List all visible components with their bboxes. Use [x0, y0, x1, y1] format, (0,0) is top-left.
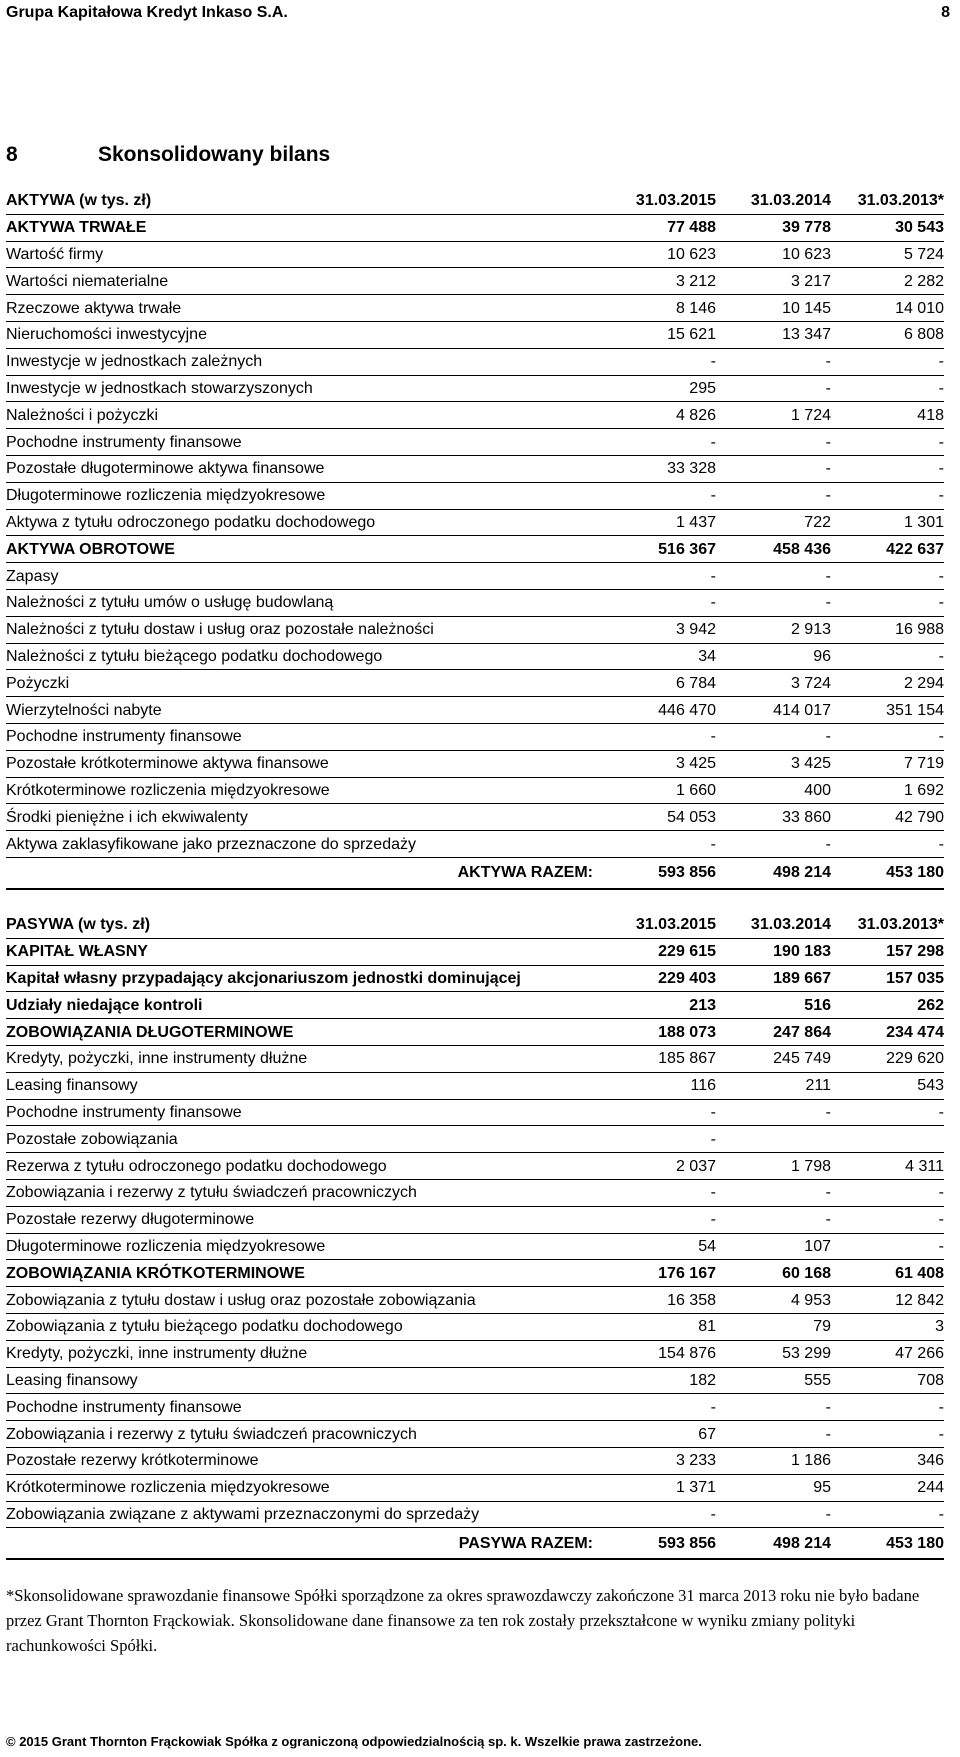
- table-row: [6, 1233, 944, 1260]
- assets-table: [6, 188, 944, 890]
- row-value: 1 301: [831, 509, 944, 536]
- row-value: 400: [716, 777, 831, 804]
- row-value: 4 826: [601, 402, 716, 429]
- row-value: 1 437: [601, 509, 716, 536]
- row-value: 16 358: [601, 1287, 716, 1314]
- row-label: Zobowiązania z tytułu bieżącego podatku dochodowego: [6, 1313, 601, 1340]
- row-value: 13 347: [716, 321, 831, 348]
- row-value: 244: [831, 1474, 944, 1501]
- row-value: 4 953: [716, 1287, 831, 1314]
- row-label: Kapitał własny przypadający akcjonariuszom jednostki dominującej: [6, 965, 601, 992]
- row-label: Zapasy: [6, 563, 601, 590]
- table-row: [6, 509, 944, 536]
- row-value: 3 217: [716, 268, 831, 295]
- row-value: -: [601, 1206, 716, 1233]
- row-value: -: [601, 482, 716, 509]
- row-value: -: [716, 375, 831, 402]
- row-label: Pozostałe rezerwy długoterminowe: [6, 1206, 601, 1233]
- row-value: 54: [601, 1233, 716, 1260]
- row-value: 6 808: [831, 321, 944, 348]
- row-value: 107: [716, 1233, 831, 1260]
- table-row: [6, 321, 944, 348]
- row-value: 2 294: [831, 670, 944, 697]
- total-value: 593 856: [601, 857, 716, 889]
- section-number: 8: [6, 143, 18, 166]
- row-value: 188 073: [601, 1019, 716, 1046]
- table-row: [6, 589, 944, 616]
- row-value: 39 778: [716, 214, 831, 241]
- assets-body: [6, 214, 944, 889]
- row-value: 12 842: [831, 1287, 944, 1314]
- table-row: [6, 1126, 944, 1153]
- table-row: [6, 1447, 944, 1474]
- row-label: Aktywa zaklasyfikowane jako przeznaczone do sprzedaży: [6, 831, 601, 858]
- table-row: [6, 268, 944, 295]
- row-value: 422 637: [831, 536, 944, 563]
- row-value: 7 719: [831, 750, 944, 777]
- row-value: [716, 1126, 831, 1153]
- row-value: 295: [601, 375, 716, 402]
- row-value: 414 017: [716, 697, 831, 724]
- row-label: Należności i pożyczki: [6, 402, 601, 429]
- row-value: -: [601, 589, 716, 616]
- row-value: -: [716, 723, 831, 750]
- row-value: -: [831, 1421, 944, 1448]
- column-header-2014: 31.03.2014: [716, 912, 831, 938]
- company-name: Grupa Kapitałowa Kredyt Inkaso S.A.: [6, 4, 288, 21]
- row-value: 229 620: [831, 1045, 944, 1072]
- table-row: [6, 643, 944, 670]
- table-row: [6, 455, 944, 482]
- row-value: 3 233: [601, 1447, 716, 1474]
- row-value: 555: [716, 1367, 831, 1394]
- row-value: -: [601, 1394, 716, 1421]
- table-row: [6, 241, 944, 268]
- row-label: AKTYWA TRWAŁE: [6, 214, 601, 241]
- row-value: -: [601, 1501, 716, 1528]
- row-value: 262: [831, 992, 944, 1019]
- row-value: -: [716, 1179, 831, 1206]
- row-value: 351 154: [831, 697, 944, 724]
- row-value: 4 311: [831, 1153, 944, 1180]
- row-value: 157 298: [831, 938, 944, 965]
- table-row: [6, 214, 944, 241]
- table-row: [6, 1501, 944, 1528]
- table-row: [6, 1179, 944, 1206]
- table-row: [6, 670, 944, 697]
- row-value: 1 798: [716, 1153, 831, 1180]
- table-row: [6, 563, 944, 590]
- row-value: -: [831, 348, 944, 375]
- table-row: [6, 1287, 944, 1314]
- row-label: Rezerwa z tytułu odroczonego podatku dochodowego: [6, 1153, 601, 1180]
- total-value: 453 180: [831, 1528, 944, 1560]
- row-value: -: [601, 1126, 716, 1153]
- total-label: PASYWA RAZEM:: [6, 1528, 601, 1560]
- liabilities-header-label: PASYWA (w tys. zł): [6, 912, 601, 938]
- total-row: [6, 857, 944, 889]
- row-value: -: [601, 1179, 716, 1206]
- total-value: 498 214: [716, 1528, 831, 1560]
- row-value: -: [831, 1394, 944, 1421]
- row-value: 14 010: [831, 295, 944, 322]
- column-header-2013: 31.03.2013*: [831, 912, 944, 938]
- row-value: 15 621: [601, 321, 716, 348]
- row-label: Wierzytelności nabyte: [6, 697, 601, 724]
- row-value: 2 037: [601, 1153, 716, 1180]
- liabilities-table: [6, 912, 944, 1560]
- row-label: Inwestycje w jednostkach zależnych: [6, 348, 601, 375]
- row-value: 182: [601, 1367, 716, 1394]
- row-value: 516 367: [601, 536, 716, 563]
- row-label: Zobowiązania z tytułu dostaw i usług oraz pozostałe zobowiązania: [6, 1287, 601, 1314]
- row-label: Pożyczki: [6, 670, 601, 697]
- row-value: 6 784: [601, 670, 716, 697]
- table-row: [6, 1367, 944, 1394]
- table-row: [6, 831, 944, 858]
- row-label: Pochodne instrumenty finansowe: [6, 429, 601, 456]
- table-row: [6, 938, 944, 965]
- row-value: 54 053: [601, 804, 716, 831]
- row-value: 81: [601, 1313, 716, 1340]
- table-row: [6, 375, 944, 402]
- row-label: Wartości niematerialne: [6, 268, 601, 295]
- row-value: 60 168: [716, 1260, 831, 1287]
- row-label: Rzeczowe aktywa trwałe: [6, 295, 601, 322]
- row-value: 3 425: [716, 750, 831, 777]
- row-value: 245 749: [716, 1045, 831, 1072]
- table-row: [6, 482, 944, 509]
- row-value: 190 183: [716, 938, 831, 965]
- table-row: [6, 1045, 944, 1072]
- row-label: Należności z tytułu umów o usługę budowlaną: [6, 589, 601, 616]
- table-row: [6, 1394, 944, 1421]
- row-value: -: [716, 1501, 831, 1528]
- row-value: 47 266: [831, 1340, 944, 1367]
- row-value: 516: [716, 992, 831, 1019]
- liabilities-header-row: [6, 912, 944, 938]
- liabilities-body: [6, 938, 944, 1559]
- row-value: -: [601, 563, 716, 590]
- row-value: [831, 1126, 944, 1153]
- row-value: -: [716, 455, 831, 482]
- row-value: 234 474: [831, 1019, 944, 1046]
- row-value: 33 328: [601, 455, 716, 482]
- total-value: 593 856: [601, 1528, 716, 1560]
- row-value: 3 942: [601, 616, 716, 643]
- row-value: -: [716, 1394, 831, 1421]
- table-row: [6, 616, 944, 643]
- row-label: Zobowiązania i rezerwy z tytułu świadczeń pracowniczych: [6, 1179, 601, 1206]
- row-value: 10 623: [716, 241, 831, 268]
- row-value: 3 724: [716, 670, 831, 697]
- row-label: Inwestycje w jednostkach stowarzyszonych: [6, 375, 601, 402]
- row-label: Nieruchomości inwestycyjne: [6, 321, 601, 348]
- copyright-footer: © 2015 Grant Thornton Frąckowiak Spółka z ograniczoną odpowiedzialnością sp. k. Wszelkie prawa zastrzeżone.: [6, 1734, 702, 1749]
- row-value: 722: [716, 509, 831, 536]
- row-value: 8 146: [601, 295, 716, 322]
- row-value: 42 790: [831, 804, 944, 831]
- table-row: [6, 295, 944, 322]
- row-value: -: [601, 429, 716, 456]
- row-value: 543: [831, 1072, 944, 1099]
- row-label: ZOBOWIĄZANIA DŁUGOTERMINOWE: [6, 1019, 601, 1046]
- table-row: [6, 536, 944, 563]
- row-label: Zobowiązania związane z aktywami przeznaczonymi do sprzedaży: [6, 1501, 601, 1528]
- total-value: 498 214: [716, 857, 831, 889]
- table-row: [6, 697, 944, 724]
- table-row: [6, 992, 944, 1019]
- row-value: 458 436: [716, 536, 831, 563]
- row-value: -: [831, 723, 944, 750]
- row-label: Należności z tytułu bieżącego podatku dochodowego: [6, 643, 601, 670]
- row-label: Pochodne instrumenty finansowe: [6, 723, 601, 750]
- table-row: [6, 1313, 944, 1340]
- row-value: -: [831, 643, 944, 670]
- row-label: Pochodne instrumenty finansowe: [6, 1099, 601, 1126]
- column-header-2015: 31.03.2015: [601, 188, 716, 214]
- row-value: 30 543: [831, 214, 944, 241]
- row-value: 67: [601, 1421, 716, 1448]
- row-value: -: [831, 563, 944, 590]
- row-value: 3 425: [601, 750, 716, 777]
- row-label: Pozostałe zobowiązania: [6, 1126, 601, 1153]
- row-value: 2 913: [716, 616, 831, 643]
- row-value: 213: [601, 992, 716, 1019]
- row-value: 2 282: [831, 268, 944, 295]
- row-value: -: [831, 455, 944, 482]
- column-header-2014: 31.03.2014: [716, 188, 831, 214]
- row-value: 10 145: [716, 295, 831, 322]
- row-value: 247 864: [716, 1019, 831, 1046]
- total-value: 453 180: [831, 857, 944, 889]
- row-value: 34: [601, 643, 716, 670]
- row-value: 211: [716, 1072, 831, 1099]
- footnote: *Skonsolidowane sprawozdanie finansowe Spółki sporządzone za okres sprawozdawczy zakończone 31 marca 2013 roku nie było badane przez Grant Thornton Frąckowiak. Skonsolidowane dane finansowe za ten rok zostały przekształcone w wyniku zmiany polityki rachunkowości Spółki.: [6, 1586, 920, 1655]
- row-label: Krótkoterminowe rozliczenia międzyokresowe: [6, 1474, 601, 1501]
- row-value: -: [601, 1099, 716, 1126]
- table-row: [6, 1019, 944, 1046]
- table-row: [6, 1153, 944, 1180]
- row-value: -: [716, 348, 831, 375]
- row-value: 346: [831, 1447, 944, 1474]
- row-value: -: [716, 563, 831, 590]
- row-value: -: [716, 1421, 831, 1448]
- row-label: ZOBOWIĄZANIA KRÓTKOTERMINOWE: [6, 1260, 601, 1287]
- table-row: [6, 348, 944, 375]
- table-row: [6, 1099, 944, 1126]
- row-value: 189 667: [716, 965, 831, 992]
- row-value: 16 988: [831, 616, 944, 643]
- assets-header-label: AKTYWA (w tys. zł): [6, 188, 601, 214]
- row-value: -: [716, 831, 831, 858]
- row-value: 116: [601, 1072, 716, 1099]
- row-value: -: [831, 589, 944, 616]
- row-value: -: [831, 1501, 944, 1528]
- row-value: -: [831, 375, 944, 402]
- row-label: Należności z tytułu dostaw i usług oraz pozostałe należności: [6, 616, 601, 643]
- row-value: 446 470: [601, 697, 716, 724]
- row-value: 3: [831, 1313, 944, 1340]
- row-value: -: [716, 1099, 831, 1126]
- row-value: -: [716, 429, 831, 456]
- column-header-2015: 31.03.2015: [601, 912, 716, 938]
- row-label: AKTYWA OBROTOWE: [6, 536, 601, 563]
- row-value: -: [601, 831, 716, 858]
- row-value: -: [601, 723, 716, 750]
- row-value: -: [831, 1206, 944, 1233]
- total-row: [6, 1528, 944, 1560]
- row-value: 1 724: [716, 402, 831, 429]
- row-label: Wartość firmy: [6, 241, 601, 268]
- row-value: 96: [716, 643, 831, 670]
- row-value: 708: [831, 1367, 944, 1394]
- table-row: [6, 1340, 944, 1367]
- column-header-2013: 31.03.2013*: [831, 188, 944, 214]
- row-value: -: [831, 1233, 944, 1260]
- total-label: AKTYWA RAZEM:: [6, 857, 601, 889]
- row-label: Kredyty, pożyczki, inne instrumenty dłużne: [6, 1045, 601, 1072]
- row-value: 79: [716, 1313, 831, 1340]
- row-value: 1 371: [601, 1474, 716, 1501]
- row-value: -: [831, 482, 944, 509]
- row-value: 95: [716, 1474, 831, 1501]
- table-row: [6, 1474, 944, 1501]
- row-value: -: [831, 1099, 944, 1126]
- row-value: -: [716, 1206, 831, 1233]
- row-value: 229 403: [601, 965, 716, 992]
- table-row: [6, 965, 944, 992]
- row-value: 5 724: [831, 241, 944, 268]
- row-value: -: [716, 482, 831, 509]
- row-value: 53 299: [716, 1340, 831, 1367]
- row-label: Leasing finansowy: [6, 1367, 601, 1394]
- table-row: [6, 1260, 944, 1287]
- row-label: Pozostałe długoterminowe aktywa finansowe: [6, 455, 601, 482]
- row-label: Pozostałe krótkoterminowe aktywa finansowe: [6, 750, 601, 777]
- row-label: Długoterminowe rozliczenia międzyokresowe: [6, 482, 601, 509]
- table-row: [6, 402, 944, 429]
- row-label: Pochodne instrumenty finansowe: [6, 1394, 601, 1421]
- row-label: Długoterminowe rozliczenia międzyokresowe: [6, 1233, 601, 1260]
- assets-header-row: [6, 188, 944, 214]
- row-label: KAPITAŁ WŁASNY: [6, 938, 601, 965]
- row-value: 61 408: [831, 1260, 944, 1287]
- table-row: [6, 1206, 944, 1233]
- row-label: Pozostałe rezerwy krótkoterminowe: [6, 1447, 601, 1474]
- row-value: 185 867: [601, 1045, 716, 1072]
- table-row: [6, 750, 944, 777]
- row-value: 1 660: [601, 777, 716, 804]
- table-row: [6, 1072, 944, 1099]
- row-value: 1 692: [831, 777, 944, 804]
- row-value: 77 488: [601, 214, 716, 241]
- row-value: 157 035: [831, 965, 944, 992]
- row-value: -: [601, 348, 716, 375]
- row-label: Kredyty, pożyczki, inne instrumenty dłużne: [6, 1340, 601, 1367]
- row-value: 10 623: [601, 241, 716, 268]
- row-label: Krótkoterminowe rozliczenia międzyokresowe: [6, 777, 601, 804]
- section-title-text: Skonsolidowany bilans: [98, 143, 331, 166]
- row-value: 418: [831, 402, 944, 429]
- row-value: 229 615: [601, 938, 716, 965]
- row-value: 33 860: [716, 804, 831, 831]
- row-value: 3 212: [601, 268, 716, 295]
- table-row: [6, 429, 944, 456]
- table-row: [6, 804, 944, 831]
- section-title: [6, 143, 330, 167]
- row-label: Udziały niedające kontroli: [6, 992, 601, 1019]
- row-value: -: [716, 589, 831, 616]
- table-row: [6, 777, 944, 804]
- row-value: -: [831, 429, 944, 456]
- row-value: -: [831, 831, 944, 858]
- row-label: Środki pieniężne i ich ekwiwalenty: [6, 804, 601, 831]
- page-number: 8: [941, 4, 950, 21]
- table-row: [6, 1421, 944, 1448]
- row-value: 176 167: [601, 1260, 716, 1287]
- row-label: Aktywa z tytułu odroczonego podatku dochodowego: [6, 509, 601, 536]
- row-label: Leasing finansowy: [6, 1072, 601, 1099]
- row-value: 154 876: [601, 1340, 716, 1367]
- row-value: 1 186: [716, 1447, 831, 1474]
- table-row: [6, 723, 944, 750]
- row-label: Zobowiązania i rezerwy z tytułu świadczeń pracowniczych: [6, 1421, 601, 1448]
- row-value: -: [831, 1179, 944, 1206]
